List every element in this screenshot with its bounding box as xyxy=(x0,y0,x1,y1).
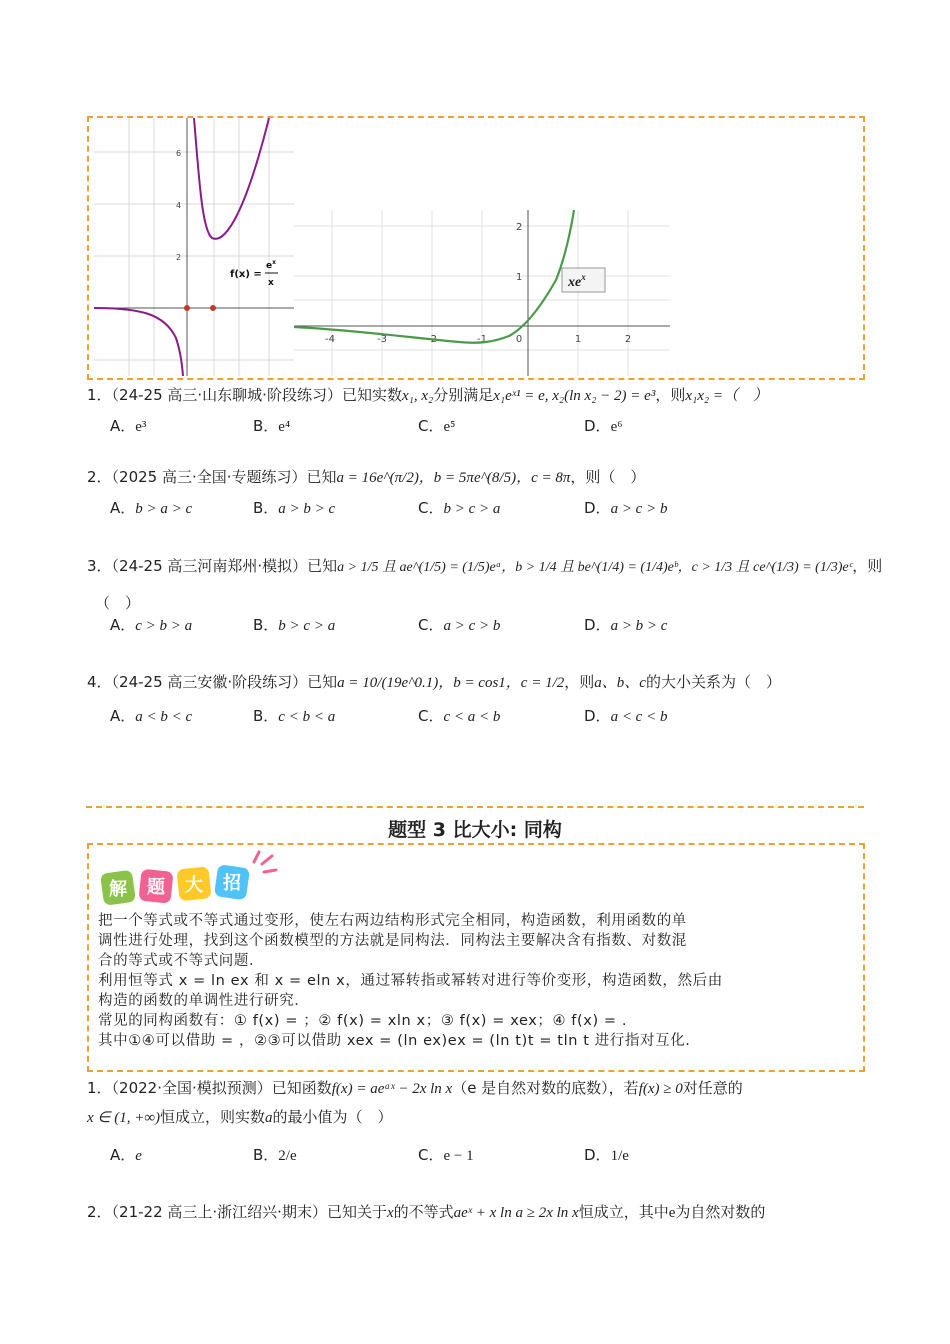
y-tick: 2 xyxy=(516,222,523,233)
option-c[interactable]: C．c < a < b xyxy=(418,707,501,725)
option-b[interactable]: B．e⁴ xyxy=(253,417,291,435)
tip-line: 利用恒等式 x = ln ex 和 x = eln x，通过幂转指或幂转对进行等价变形，构造函数，然后由 xyxy=(98,973,723,989)
condition: a > 1/5 且 ae^(1/5) = (1/5)eᵃ，b > 1/4 且 be^(1/4) = (1/4)eᵇ，c > 1/3 且 ce^(1/3) = (1/3)eᶜ xyxy=(337,560,853,575)
option-d[interactable]: D．e⁶ xyxy=(584,417,623,435)
question-3: 3．（24-25 高三河南郑州·模拟）已知a > 1/5 且 ae^(1/5) = (1/5)eᵃ，b > 1/4 且 be^(1/4) = (1/4)eᵇ，c > 1/3 且 ce^(1/3) = (1/3)eᶜ，则 xyxy=(87,557,883,575)
option-b[interactable]: B．c < b < a xyxy=(253,707,336,725)
x-tick: -1 xyxy=(477,334,487,345)
option-d[interactable]: D．a > b > c xyxy=(584,616,668,634)
option-a[interactable]: A．b > a > c xyxy=(110,499,193,517)
function-label-num: $e^x$ xyxy=(266,259,276,271)
y-tick: 4 xyxy=(176,201,182,210)
x-tick: -2 xyxy=(427,334,437,345)
badge-char: 题 xyxy=(147,877,165,898)
domain: x ∈ (1, +∞) xyxy=(87,1110,161,1126)
inequality: aeˣ + x ln a ≥ 2x ln x xyxy=(453,1205,579,1221)
question-2: 2．（2025 高三·全国·专题练习）已知a = 16e^(π/2)，b = 5πe^(8/5)，c = 8π，则（ ） xyxy=(87,468,646,486)
badge-char: 解 xyxy=(109,879,127,900)
option-d[interactable]: D．1/e xyxy=(584,1146,629,1164)
question-4: 4．（24-25 高三安徽·阶段练习）已知a = 10/(19e^0.1)，b = cos1，c = 1/2，则a、b、c的大小关系为（ ） xyxy=(87,673,781,691)
option-c[interactable]: C．e − 1 xyxy=(418,1146,474,1164)
x-tick: 0 xyxy=(515,334,523,345)
x-tick: 1 xyxy=(574,334,582,345)
option-b[interactable]: B．a > b > c xyxy=(253,499,336,517)
question-2-2: 2．（21-22 高三上·浙江绍兴·期末）已知关于x的不等式aeˣ + x ln a ≥ 2x ln x恒成立，其中e为自然对数的 xyxy=(87,1203,766,1221)
point-marker xyxy=(210,305,216,311)
badge-char: 大 xyxy=(185,875,203,896)
ask: x₁x₂ =（ ） xyxy=(685,388,768,404)
y-tick: 6 xyxy=(176,149,182,158)
tip-line: 其中①④可以借助 = ，②③可以借助 xex = (ln ex)ex = (ln t)t = tln t 进行指对互化． xyxy=(98,1033,701,1049)
curve-left-branch xyxy=(94,308,183,376)
tip-badge xyxy=(98,850,283,910)
question-1: 1．（24-25 高三·山东聊城·阶段练习）已知实数x₁, x₂分别满足x₁eˣ¹ = e, x₂(ln x₂ − 2) = e³，则x₁x₂ =（ ） xyxy=(87,386,768,404)
section-title: 题型 3 比大小: 同构 xyxy=(388,819,562,841)
answer-paren: （ ） xyxy=(95,594,141,612)
y-tick: 2 xyxy=(176,253,182,262)
option-c[interactable]: C．b > c > a xyxy=(418,499,501,517)
y-tick: 1 xyxy=(516,272,523,283)
tip-line: 把一个等式或不等式通过变形，使左右两边结构形式完全相同，构造函数，利用函数的单 xyxy=(98,913,687,929)
option-b[interactable]: B．b > c > a xyxy=(253,616,336,634)
badge-char: 招 xyxy=(223,873,241,894)
x-tick: -3 xyxy=(377,334,387,345)
option-a[interactable]: A．a < b < c xyxy=(110,707,193,725)
option-c[interactable]: C．e⁵ xyxy=(418,417,456,435)
right-graph xyxy=(294,210,670,376)
function: f(x) = aeᵃˣ − 2x ln x xyxy=(331,1081,453,1097)
point-marker xyxy=(184,305,190,311)
question-2-1: 1．（2022·全国·模拟预测）已知函数f(x) = aeᵃˣ − 2x ln x（e 是自然对数的底数），若f(x) ≥ 0对任意的 xyxy=(87,1079,743,1097)
option-a[interactable]: A．c > b > a xyxy=(110,616,193,634)
option-a[interactable]: A．e³ xyxy=(110,417,147,435)
option-c[interactable]: C．a > c > b xyxy=(418,616,501,634)
option-d[interactable]: D．a < c < b xyxy=(584,707,668,725)
curve-right-branch xyxy=(194,118,269,239)
left-graph xyxy=(94,118,294,376)
tip-line: 常见的同构函数有：① f(x) = ；② f(x) = xln x；③ f(x) = xex；④ f(x) = . xyxy=(98,1013,628,1029)
x-tick: 2 xyxy=(624,334,632,345)
function-label-den: x xyxy=(268,278,274,288)
section-divider xyxy=(86,806,864,808)
condition: a = 16e^(π/2)，b = 5πe^(8/5)，c = 8π xyxy=(336,470,571,486)
xex-label: $xe^x$ xyxy=(568,272,586,290)
condition: x₁eˣ¹ = e, x₂(ln x₂ − 2) = e³ xyxy=(493,388,656,404)
option-a[interactable]: A．e xyxy=(110,1146,142,1164)
x-tick: -4 xyxy=(325,334,335,345)
option-b[interactable]: B．2/e xyxy=(253,1146,297,1164)
tip-line: 调性进行处理，找到这个函数模型的方法就是同构法．同构法主要解决含有指数、对数混 xyxy=(98,933,687,949)
condition: a = 10/(19e^0.1)，b = cos1，c = 1/2 xyxy=(337,675,565,691)
tip-line: 构造的函数的单调性进行研究． xyxy=(98,993,310,1009)
function-label: f(x) = xyxy=(230,269,262,280)
option-d[interactable]: D．a > c > b xyxy=(584,499,668,517)
tip-line: 合的等式或不等式问题． xyxy=(98,953,265,969)
tip-content xyxy=(98,911,853,1051)
vars: a、b、c xyxy=(594,675,646,691)
condition: f(x) ≥ 0 xyxy=(638,1081,683,1097)
question-2-1-line2: x ∈ (1, +∞)恒成立，则实数a的最小值为（ ） xyxy=(87,1108,393,1126)
vars: x₁, x₂ xyxy=(401,388,434,404)
